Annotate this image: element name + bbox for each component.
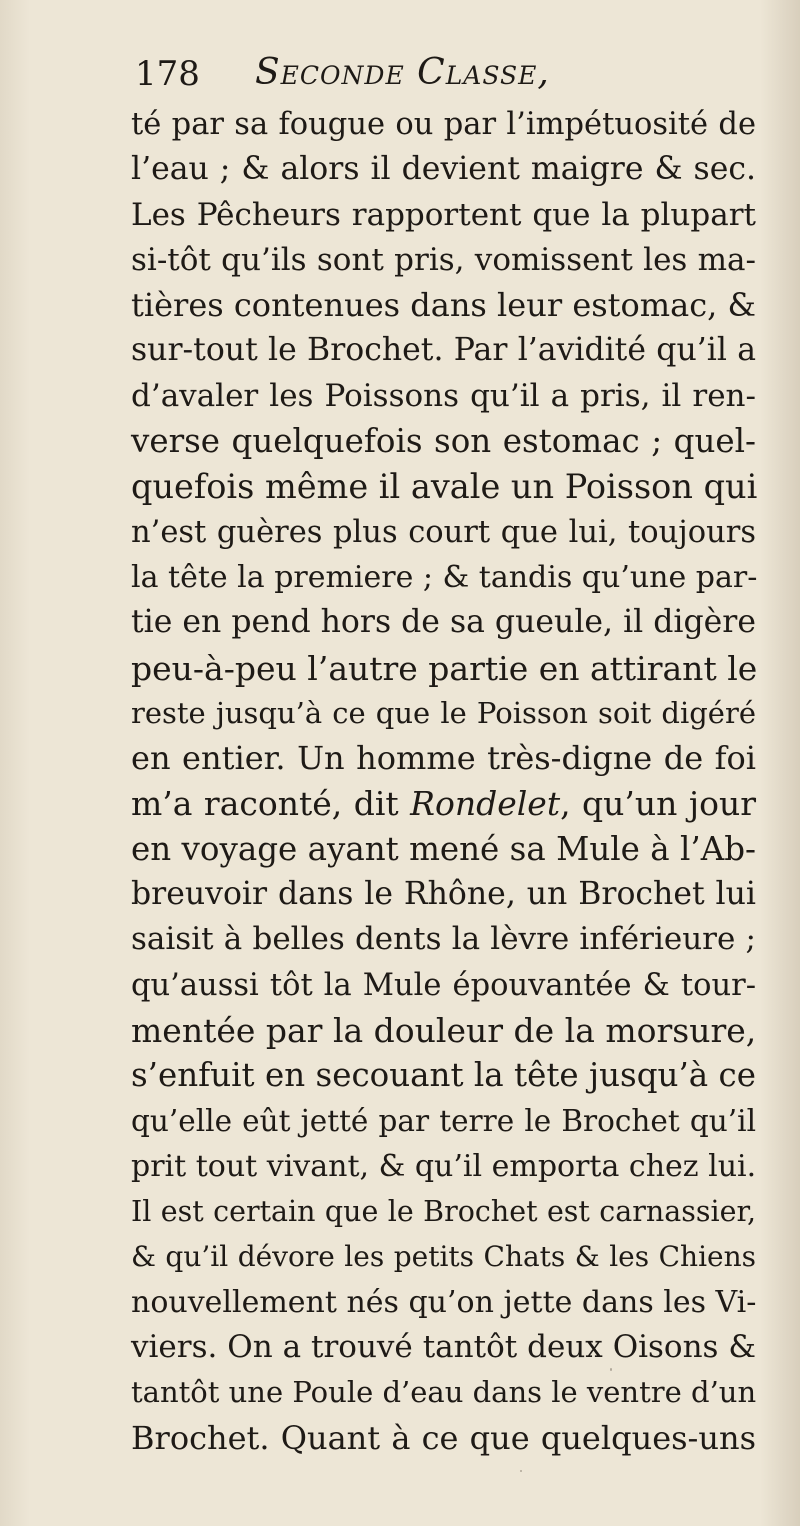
text-line: Brochet. Quant à ce que quelques-uns: [131, 1418, 756, 1457]
text-line: breuvoir dans le Rhône, un Brochet lui: [131, 876, 756, 913]
text-segment: m’a raconté, dit: [131, 784, 411, 824]
text-line: tie en pend hors de sa gueule, il digère: [131, 604, 756, 641]
text-line: reste jusqu’à ce que le Poisson soit digéré: [131, 695, 756, 730]
text-line: l’eau ; & alors il devient maigre & sec.: [131, 151, 756, 188]
text-line: d’avaler les Poissons qu’il a pris, il ren-: [131, 377, 756, 414]
text-line: mentée par la douleur de la morsure,: [131, 1010, 757, 1050]
text-line: viers. On a trouvé tantôt deux Oisons &: [131, 1329, 756, 1366]
text-line: la tête la premiere ; & tandis qu’une par-: [131, 559, 758, 595]
text-segment: , qu’un jour: [560, 784, 756, 824]
text-line: quefois même il avale un Poisson qui: [131, 467, 758, 507]
text-line: qu’elle eût jetté par terre le Brochet qu’il: [131, 1103, 756, 1138]
text-line: si-tôt qu’ils sont pris, vomissent les ma-: [131, 241, 756, 278]
page-number: 178: [135, 54, 200, 94]
page-header: [135, 52, 735, 98]
text-line: & qu’il dévore les petits Chats & les Chiens: [131, 1240, 756, 1274]
text-line: peu-à-peu l’autre partie en attirant le: [131, 648, 758, 688]
text-line: Il est certain que le Brochet est carnassier,: [131, 1195, 756, 1229]
text-line: nouvellement nés qu’on jette dans les Vi-: [131, 1284, 757, 1320]
text-line: prit tout vivant, & qu’il emporta chez lui.: [131, 1148, 757, 1184]
paper-speck: [520, 1470, 522, 1472]
body-text: [131, 102, 756, 1461]
text-line: s’enfuit en secouant la tête jusqu’à ce: [131, 1056, 756, 1095]
text-line-with-name: [131, 781, 756, 826]
paper-speck: [610, 1368, 612, 1371]
text-line: verse quelquefois son estomac ; quel-: [131, 422, 756, 461]
text-line: tières contenues dans leur estomac, &: [131, 286, 756, 325]
text-line: en voyage ayant mené sa Mule à l’Ab-: [131, 829, 756, 868]
text-line: té par sa fougue ou par l’impétuosité de: [131, 107, 756, 142]
text-line: sur-tout le Brochet. Par l’avidité qu’il a: [131, 332, 756, 369]
running-head: Seconde Classe,: [255, 52, 550, 93]
paper-speck: [352, 1352, 355, 1355]
text-line: saisit à belles dents la lèvre inférieure ;: [131, 921, 756, 958]
author-name: Rondelet: [410, 784, 561, 824]
text-line: en entier. Un homme très-digne de foi: [131, 739, 756, 778]
text-line: n’est guères plus court que lui, toujours: [131, 514, 756, 550]
text-line: qu’aussi tôt la Mule épouvantée & tour-: [131, 967, 756, 1003]
text-line: Les Pêcheurs rapportent que la plupart: [131, 196, 756, 233]
text-line: tantôt une Poule d’eau dans le ventre d’un: [131, 1375, 757, 1410]
